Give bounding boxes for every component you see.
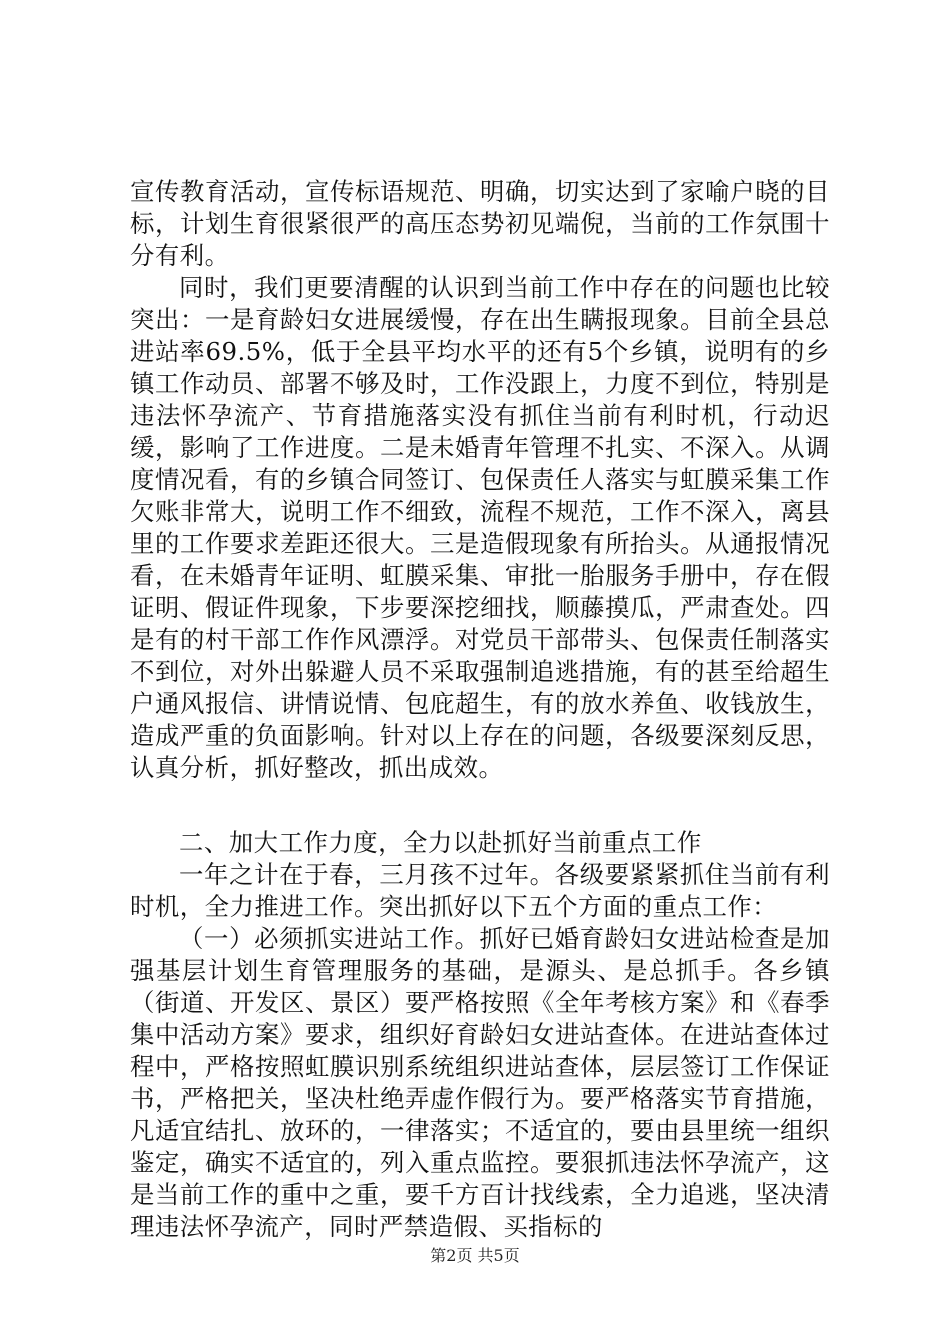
section-heading: 二、加大工作力度，全力以赴抓好当前重点工作 [179, 828, 702, 857]
document-body [130, 176, 830, 1243]
paragraph-problems: 同时，我们更要清醒的认识到当前工作中存在的问题也比较突出：一是育龄妇女进展缓慢，存在出生瞒报现象。目前全县总进站率69.5%，低于全县平均水平的还有5个乡镇，说明有的乡镇工作动员、部署不够及时，工作没跟上，力度不到位，特别是违法怀孕流产、节育措施落实没有抓住当前有利时机，行动迟缓，影响了工作进度。二是未婚青年管理不扎实、不深入。从调度情况看，有的乡镇合同签订、包保责任人落实与虹膜采集工作欠账非常大，说明工作不细致，流程不规范，工作不深入，离县里的工作要求差距还很大。三是造假现象有所抬头。从通报情况看，在未婚青年证明、虹膜采集、审批一胎服务手册中，存在假证明、假证件现象，下步要深挖细找，顺藤摸瓜，严肃查处。四是有的村干部工作作风漂浮。对党员干部带头、包保责任制落实不到位，对外出躲避人员不采取强制追逃措施，有的甚至给超生户通风报信、讲情说情、包庇超生，有的放水养鱼、收钱放生，造成严重的负面影响。针对以上存在的问题，各级要深刻反思，认真分析，抓好整改，抓出成效。 [130, 273, 830, 782]
paragraph-continuation: 宣传教育活动，宣传标语规范、明确，切实达到了家喻户晓的目标，计划生育很紧很严的高压态势初见端倪，当前的工作氛围十分有利。 [130, 177, 830, 270]
page-footer: 第2页 共5页 [430, 1246, 520, 1265]
paragraph-intro: 一年之计在于春，三月孩不过年。各级要紧紧抓住当前有利时机，全力推进工作。突出抓好以下五个方面的重点工作： [130, 860, 830, 921]
paragraph-item-one: （一）必须抓实进站工作。抓好已婚育龄妇女进站检查是加强基层计划生育管理服务的基础，是源头、是总抓手。各乡镇（街道、开发区、景区）要严格按照《全年考核方案》和《春季集中活动方案》要求，组织好育龄妇女进站查体。在进站查体过程中，严格按照虹膜识别系统组织进站查体，层层签订工作保证书，严格把关，坚决杜绝弄虚作假行为。要严格落实节育措施，凡适宜结扎、放环的，一律落实；不适宜的，要由县里统一组织鉴定，确实不适宜的，列入重点监控。要狠抓违法怀孕流产，这是当前工作的重中之重，要千方百计找线索，全力追逃，坚决清理违法怀孕流产，同时严禁造假、买指标的 [130, 924, 830, 1241]
